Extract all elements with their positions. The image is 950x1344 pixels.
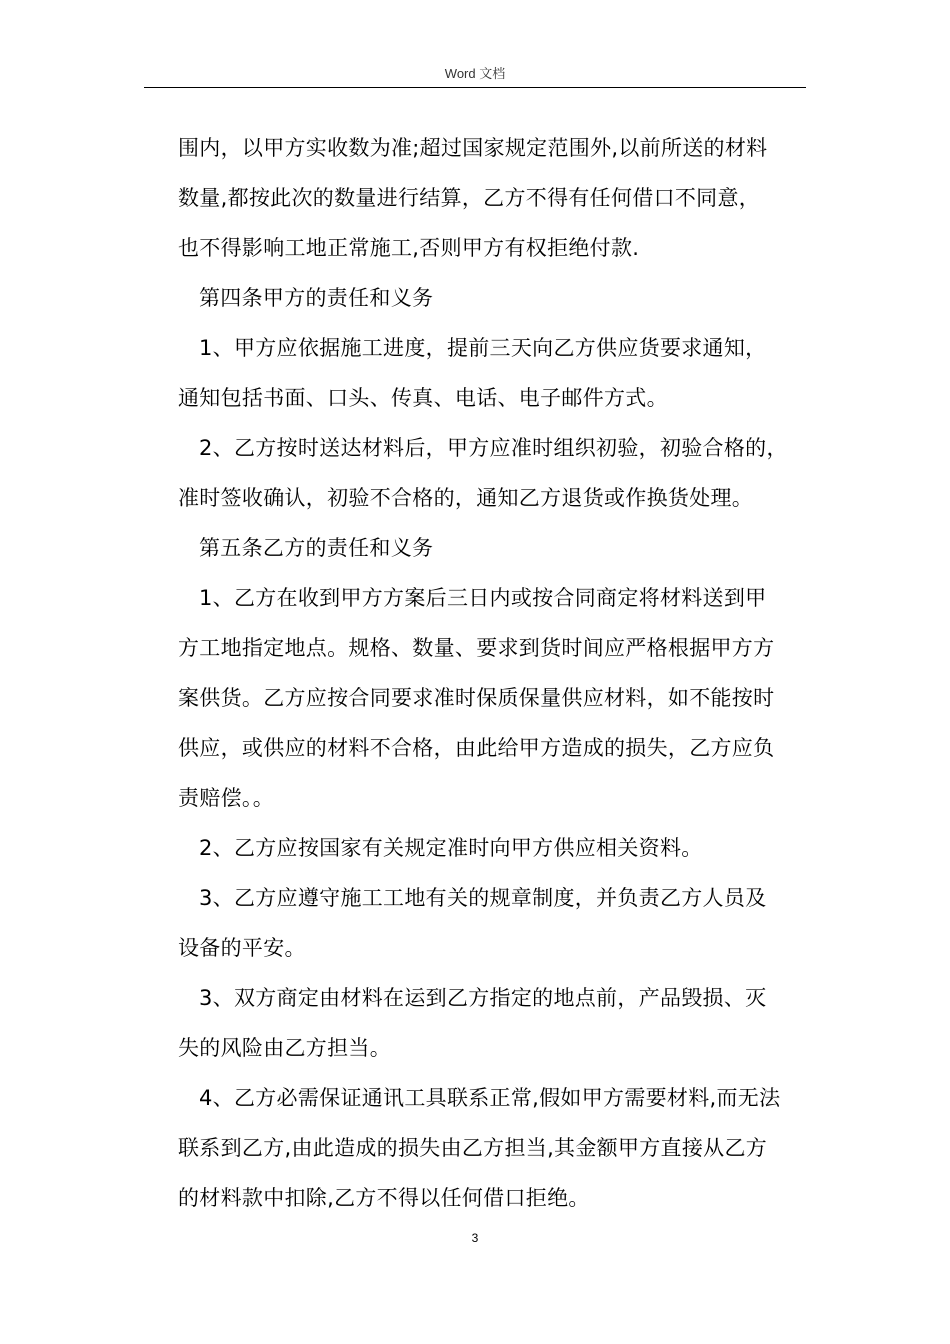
paragraph-line: 第五条乙方的责任和义务 bbox=[199, 536, 434, 560]
paragraph-line: 设备的平安。 bbox=[178, 936, 306, 960]
paragraph-line: 的材料款中扣除,乙方不得以任何借口拒绝。 bbox=[178, 1186, 590, 1210]
paragraph-line: 也不得影响工地正常施工,否则甲方有权拒绝付款. bbox=[178, 236, 640, 260]
paragraph bbox=[178, 1073, 806, 1223]
paragraph bbox=[178, 123, 806, 273]
page-number: 3 bbox=[471, 1231, 479, 1245]
paragraph bbox=[178, 323, 806, 423]
paragraph-line: 通知包括书面、口头、传真、电话、电子邮件方式。 bbox=[178, 386, 668, 410]
paragraph-line: 数量,都按此次的数量进行结算，乙方不得有任何借口不同意， bbox=[178, 186, 761, 210]
paragraph-line: 3、双方商定由材料在运到乙方指定的地点前，产品毁损、灭 bbox=[199, 986, 767, 1010]
document-body bbox=[178, 123, 806, 1223]
paragraph-line: 2、乙方按时送达材料后，甲方应准时组织初验，初验合格的， bbox=[199, 436, 788, 460]
paragraph-line: 1、乙方在收到甲方方案后三日内或按合同商定将材料送到甲 bbox=[199, 586, 767, 610]
paragraph-line: 案供货。乙方应按合同要求准时保质保量供应材料，如不能按时 bbox=[178, 686, 775, 710]
paragraph-line: 供应，或供应的材料不合格，由此给甲方造成的损失，乙方应负 bbox=[178, 736, 775, 760]
page-header: Word 文档 bbox=[444, 66, 506, 81]
paragraph bbox=[178, 823, 806, 873]
paragraph-line: 第四条甲方的责任和义务 bbox=[199, 286, 434, 310]
paragraph-line: 方工地指定地点。规格、数量、要求到货时间应严格根据甲方方 bbox=[178, 636, 775, 660]
paragraph-line: 1、甲方应依据施工进度，提前三天向乙方供应货要求通知， bbox=[199, 336, 767, 360]
paragraph bbox=[178, 573, 806, 823]
paragraph bbox=[178, 873, 806, 973]
paragraph bbox=[178, 273, 806, 323]
paragraph-line: 2、乙方应按国家有关规定准时向甲方供应相关资料。 bbox=[199, 836, 703, 860]
paragraph-line: 责赔偿。。 bbox=[178, 786, 274, 810]
paragraph-line: 失的风险由乙方担当。 bbox=[178, 1036, 391, 1060]
paragraph-line: 围内，以甲方实收数为准;超过国家规定范围外,以前所送的材料 bbox=[178, 136, 768, 160]
paragraph-line: 准时签收确认，初验不合格的，通知乙方退货或作换货处理。 bbox=[178, 486, 754, 510]
header-divider bbox=[144, 87, 806, 88]
paragraph-line: 联系到乙方,由此造成的损失由乙方担当,其金额甲方直接从乙方 bbox=[178, 1136, 768, 1160]
paragraph bbox=[178, 523, 806, 573]
paragraph-line: 4、乙方必需保证通讯工具联系正常,假如甲方需要材料,而无法 bbox=[199, 1086, 781, 1110]
paragraph bbox=[178, 973, 806, 1073]
paragraph bbox=[178, 423, 806, 523]
paragraph-line: 3、乙方应遵守施工工地有关的规章制度，并负责乙方人员及 bbox=[199, 886, 767, 910]
